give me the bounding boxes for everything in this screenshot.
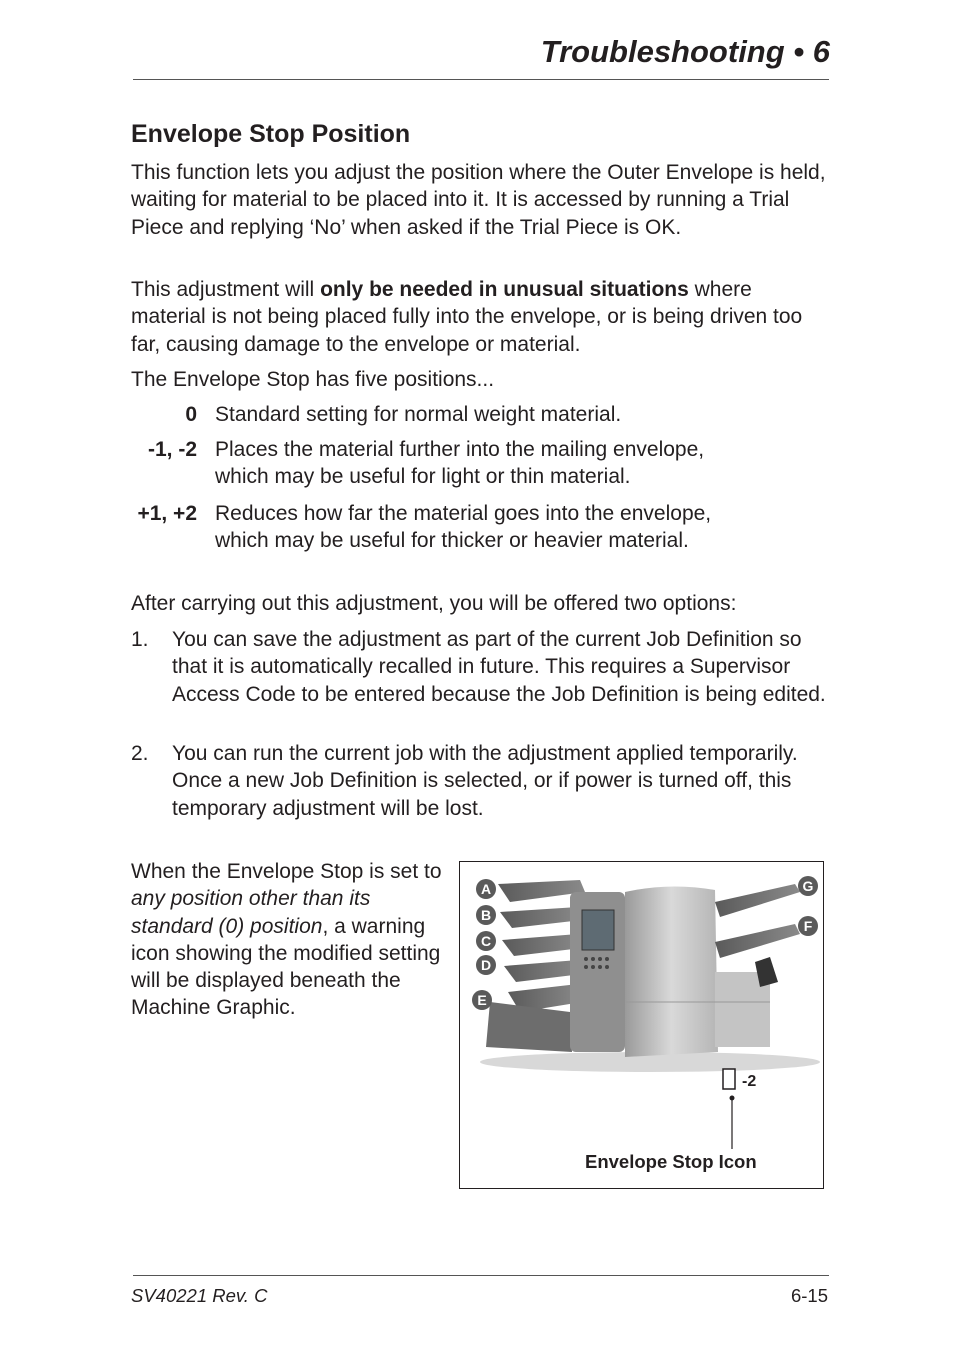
station-label-c (476, 931, 496, 951)
footer-rule (133, 1275, 829, 1276)
svg-text:F: F (803, 918, 813, 934)
station-label-e (472, 990, 492, 1010)
header-rule (133, 79, 829, 80)
chapter-title: Troubleshooting • 6 (540, 34, 830, 69)
station-label-b (476, 905, 496, 925)
station-label-f (798, 916, 818, 936)
svg-text:B: B (480, 907, 492, 923)
side-paragraph: When the Envelope Stop is set to any position other than its standard (0) position, a warning icon showing the modified setting will be displayed beneath the Machine Graphic. (131, 860, 442, 1020)
section-title: Envelope Stop Position (131, 120, 411, 148)
station-label-d (476, 955, 496, 975)
footer-doc-id: SV40221 Rev. C (131, 1285, 268, 1306)
position-text-0: Standard setting for normal weight material. (215, 403, 622, 426)
option-text-2: You can run the current job with the adjustment applied temporarily. Once a new Job Definition is selected, or if power is turned off, this temporary adjustment will be lost. (172, 742, 798, 820)
intro-paragraph: This function lets you adjust the position where the Outer Envelope is held, waiting for material to be placed into it. It is accessed by running a Trial Piece and replying ‘No’ when asked if the Trial Piece is OK. (131, 161, 826, 239)
station-label-a (476, 879, 496, 899)
note-paragraph (131, 276, 831, 358)
position-key-minus: -1, -2 (147, 438, 197, 461)
svg-text:C: C (480, 933, 492, 949)
inserter-machine-graphic (460, 862, 822, 1187)
note-text-post: where material is not being placed fully into the envelope, or is being driven too far, causing damage to the envelope or material. (131, 278, 803, 356)
position-text-plus: Reduces how far the material goes into the envelope, which may be useful for thicker or heavier material. (215, 502, 712, 553)
note-text-pre: This adjustment will (131, 278, 321, 301)
envelope-stop-icon (723, 1069, 735, 1089)
machine-figure (459, 861, 824, 1189)
positions-intro: The Envelope Stop has five positions... (131, 368, 495, 391)
main-cabinet (625, 886, 718, 1057)
svg-text:D: D (480, 957, 492, 973)
right-output-trays (715, 884, 800, 958)
position-text-minus: Places the material further into the mailing envelope, which may be useful for light or thin material. (215, 438, 705, 489)
position-key-0: 0 (185, 403, 197, 426)
side-text-italic: any position other than its standard (0) position (131, 887, 371, 938)
svg-text:A: A (480, 881, 492, 897)
note-text-bold: only be needed in unusual situations (320, 278, 689, 301)
figure-caption: Envelope Stop Icon (585, 1151, 757, 1172)
position-key-plus: +1, +2 (137, 502, 197, 525)
options-intro: After carrying out this adjustment, you will be offered two options: (131, 592, 737, 615)
footer-page-number: 6-15 (790, 1285, 828, 1306)
station-label-g (798, 876, 818, 896)
display-screen (582, 910, 614, 950)
envelope-stop-value: -2 (742, 1073, 757, 1090)
option-text-1: You can save the adjustment as part of the current Job Definition so that it is automatically recalled in future. This requires a Supervisor Access Code to be entered because the Job Definition is being edited. (172, 628, 826, 706)
svg-text:G: G (802, 878, 814, 894)
option-number-1: 1. (131, 628, 149, 651)
svg-text:E: E (477, 992, 487, 1008)
option-number-2: 2. (131, 742, 149, 765)
